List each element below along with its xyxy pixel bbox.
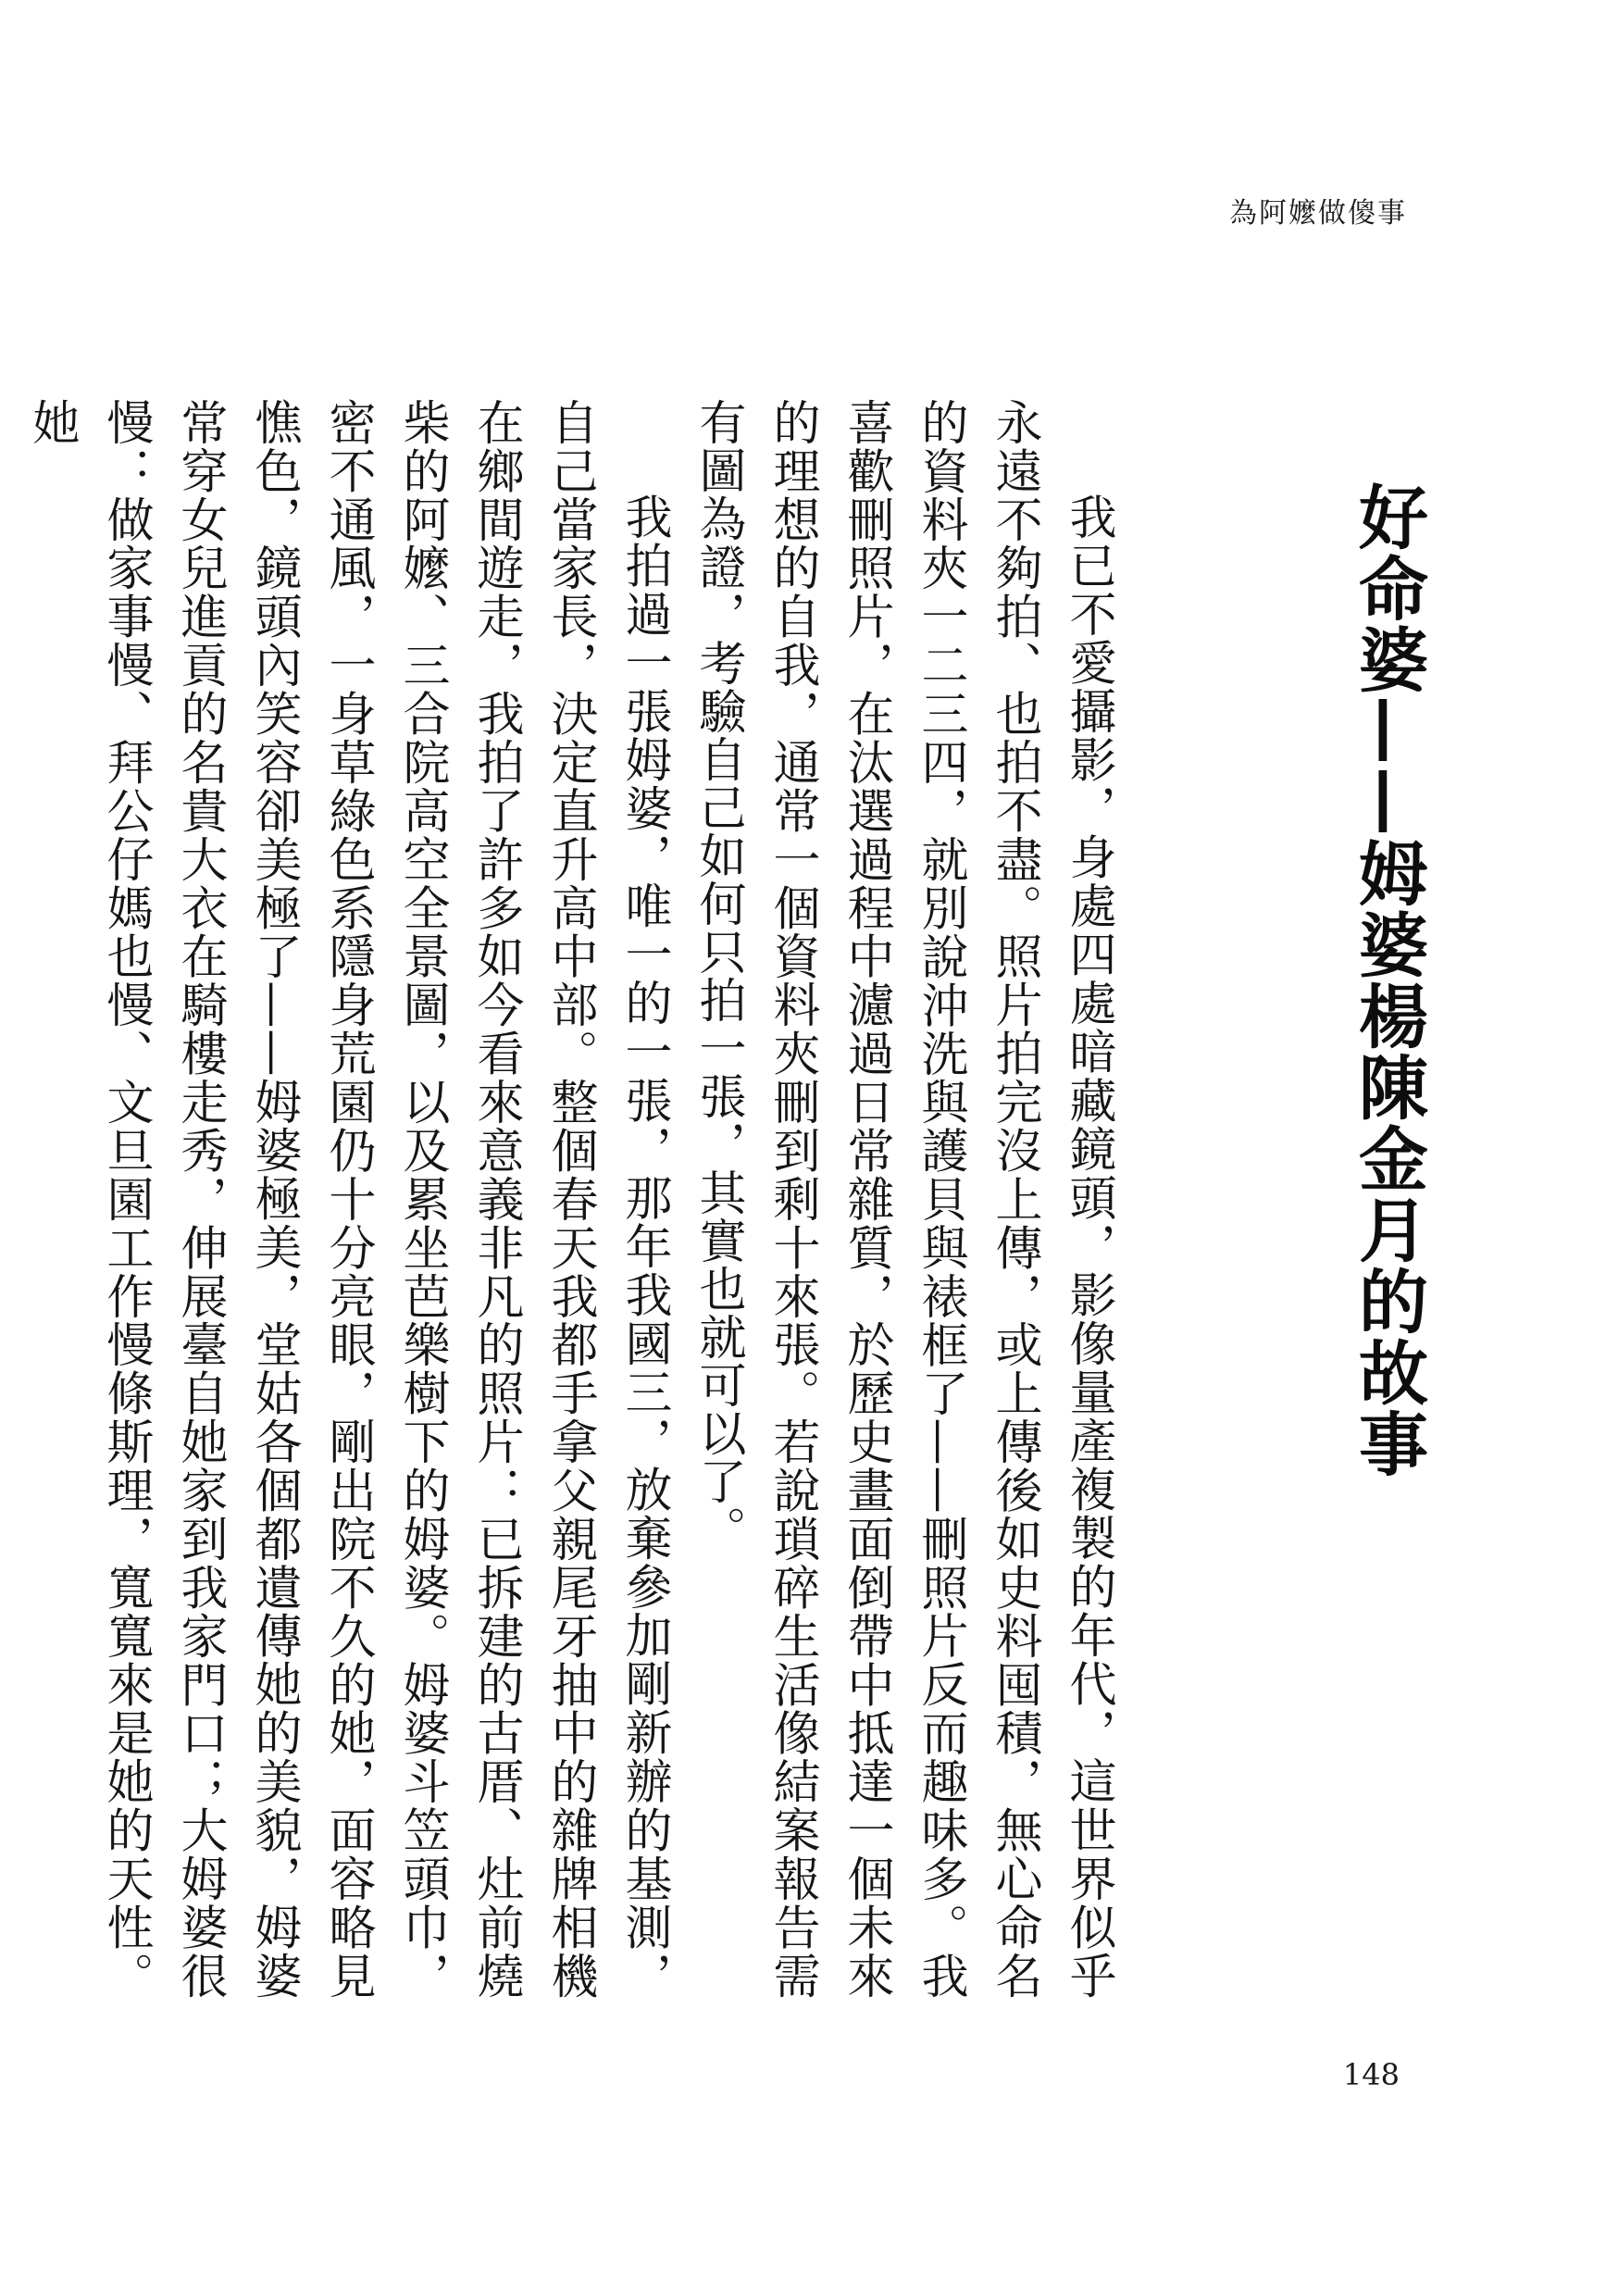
running-header: 為阿嬤做傻事	[1229, 197, 1407, 230]
chapter-title: 好命婆——姆婆楊陳金月的故事	[1348, 481, 1429, 1479]
paragraph: 我已不愛攝影，身處四處暗藏鏡頭，影像量產複製的年代，這世界似乎永遠不夠拍、也拍不盡。照片拍完沒上傳，或上傳後如史料囤積，無心命名的資料夾一二三四，就別說沖洗與護貝與裱框了——刪照片反而趣味多。我喜歡刪照片，在汰選過程中濾過日常雜質，於歷史畫面倒帶中抵達一個未來的理想的自我，通常一個資料夾刪到剩十來張。若說瑣碎生活像結案報告需有圖為證，考驗自己如何只拍一張，其實也就可以了。	[691, 398, 1115, 2000]
paragraph: 我拍過一張姆婆，唯一的一張，那年我國三，放棄參加剛新辦的基測，自己當家長，決定直升高中部。整個春天我都手拿父親尾牙抽中的雜牌相機在鄉間遊走，我拍了許多如今看來意義非凡的照片：已拆建的古厝、灶前燒柴的阿嬤、三合院高空全景圖，以及累坐芭樂樹下的姆婆。姆婆斗笠頭巾，密不通風，一身草綠色系隱身荒園仍十分亮眼，剛出院不久的她，面容略見憔色，鏡頭內笑容卻美極了——姆婆極美，堂姑各個都遺傳她的美貌，姆婆常穿女兒進貢的名貴大衣在騎樓走秀，伸展臺自她家到我家門口；大姆婆很慢：做家事慢、拜公仔媽也慢、文旦園工作慢條斯理，寬寬來是她的天性。她	[24, 398, 671, 2000]
body-text	[24, 398, 1125, 2000]
page-number: 148	[1342, 2057, 1400, 2092]
